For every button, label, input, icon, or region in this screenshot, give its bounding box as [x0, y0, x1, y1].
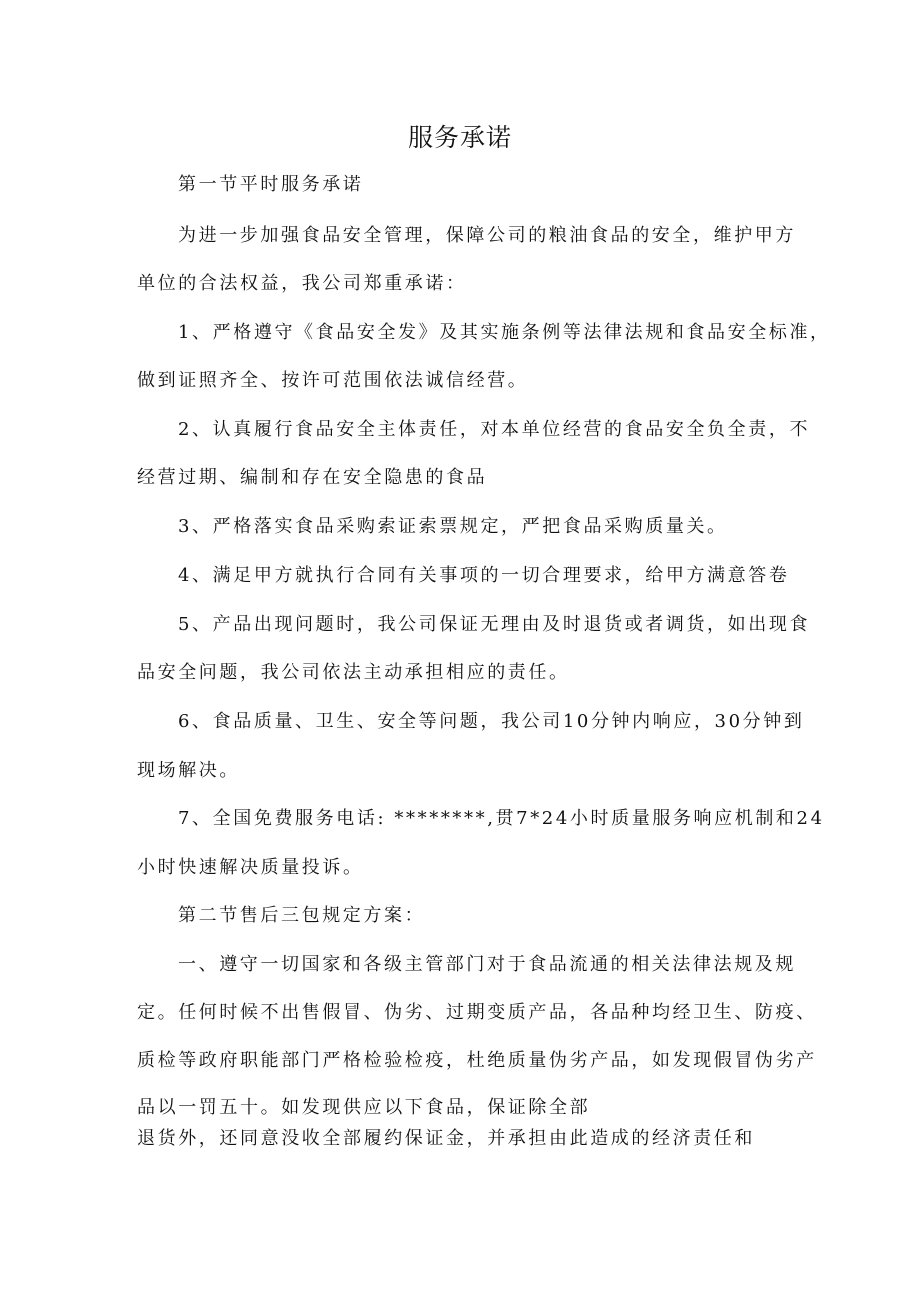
paragraph-line: 品安全问题，我公司依法主动承担相应的责任。 — [137, 662, 570, 683]
paragraph-line: 质检等政府职能部门严格检验检疫，杜绝质量伪劣产品，如发现假冒伪劣产 — [137, 1050, 817, 1071]
paragraph-line: 品以一罚五十。如发现供应以下食品，保证除全部 — [137, 1097, 591, 1118]
section-heading: 第二节售后三包规定方案： — [178, 905, 426, 926]
paragraph-line: 为进一步加强食品安全管理，保障公司的粮油食品的安全，维护甲方 — [178, 225, 796, 246]
paragraph-line: 经营过期、编制和存在安全隐患的食品 — [137, 467, 488, 488]
paragraph-line: 退货外，还同意没收全部履约保证金，并承担由此造成的经济责任和 — [137, 1128, 755, 1149]
paragraph-line: 做到证照齐全、按许可范围依法诚信经营。 — [137, 370, 529, 391]
section-heading: 第一节平时服务承诺 — [178, 174, 364, 195]
paragraph-line: 一、遵守一切国家和各级主管部门对于食品流通的相关法律法规及规 — [178, 954, 796, 975]
paragraph-line: 现场解决。 — [137, 760, 240, 781]
paragraph-line: 定。任何时候不出售假冒、伪劣、过期变质产品，各品种均经卫生、防疫、 — [137, 1002, 817, 1023]
paragraph-line: 2、认真履行食品安全主体责任，对本单位经营的食品安全负全责，不 — [178, 419, 811, 440]
paragraph-line: 4、满足甲方就执行合同有关事项的一切合理要求，给甲方满意答卷 — [178, 565, 790, 586]
paragraph-line: 3、严格落实食品采购索证索票规定，严把食品采购质量关。 — [178, 516, 728, 537]
paragraph-line: 单位的合法权益，我公司郑重承诺： — [137, 273, 467, 294]
paragraph-line: 小时快速解决质量投诉。 — [137, 857, 364, 878]
paragraph-line: 1、严格遵守《食品安全发》及其实施条例等法律法规和食品安全标准， — [178, 322, 831, 343]
paragraph-line: 5、产品出现问题时，我公司保证无理由及时退货或者调货，如出现食 — [178, 614, 811, 635]
paragraph-line: 7、全国免费服务电话: ********,贯7*24小时质量服务响应机制和24 — [178, 808, 825, 829]
document-title: 服务承诺 — [407, 123, 512, 152]
paragraph-line: 6、食品质量、卫生、安全等问题，我公司10分钟内响应，30分钟到 — [178, 711, 805, 732]
